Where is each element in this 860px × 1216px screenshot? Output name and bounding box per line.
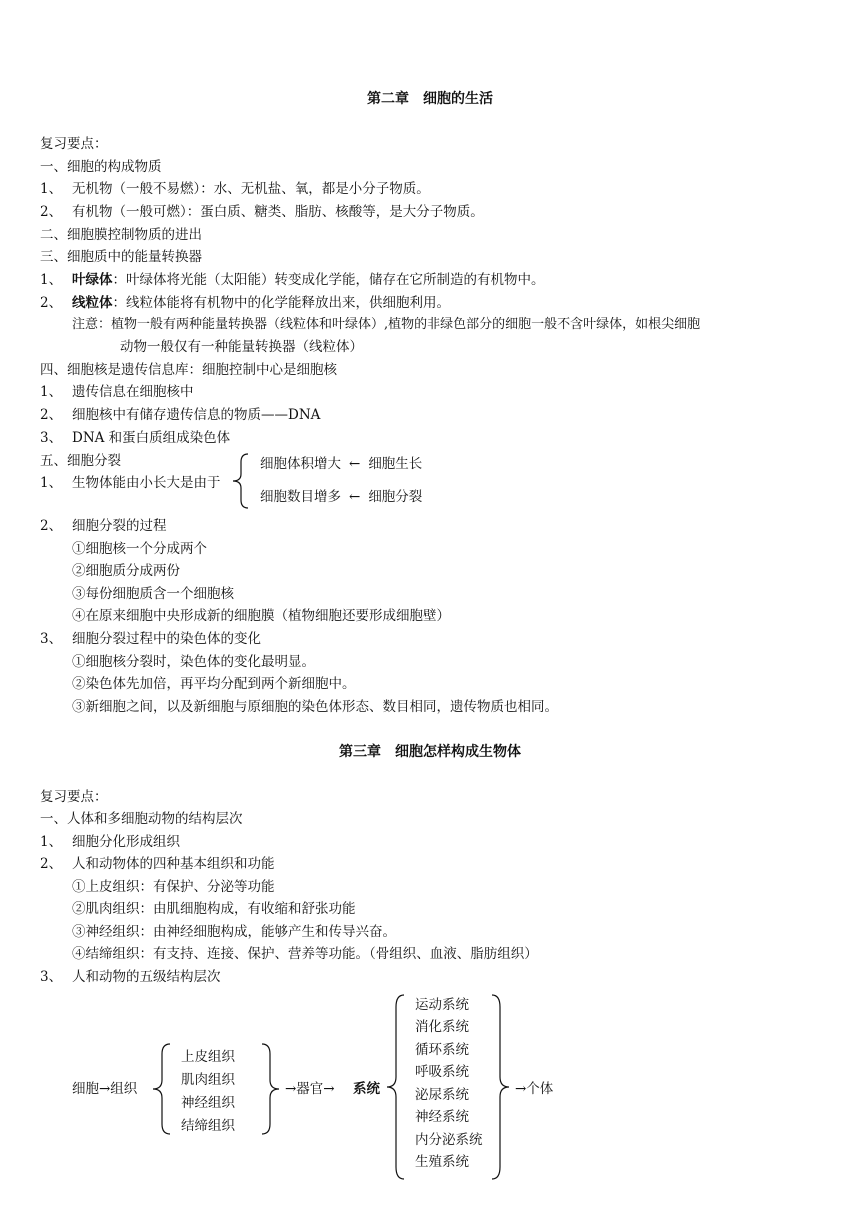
tissue-item: ④结缔组织：有支持、连接、保护、营养等功能。（骨组织、血液、脂肪组织） (72, 946, 538, 962)
tissue-item: ③神经组织：由神经细胞构成，能够产生和传导兴奋。 (72, 924, 396, 940)
step-item: ②染色体先加倍，再平均分配到两个新细胞中。 (72, 676, 356, 692)
list-item: 3、 人和动物的五级结构层次 (40, 969, 221, 985)
right-brace-icon (488, 993, 512, 1181)
system-name: 泌尿系统 (415, 1087, 469, 1103)
right-brace-icon (258, 1042, 282, 1136)
diagram-end: →个体 (515, 1081, 554, 1097)
section-heading: 三、细胞质中的能量转换器 (40, 249, 202, 265)
list-item: 1、 无机物（一般不易燃）：水、无机盐、氧，都是小分子物质。 (40, 181, 430, 197)
step-item: ④在原来细胞中央形成新的细胞膜（植物细胞还要形成细胞壁） (72, 608, 450, 624)
left-brace-icon (384, 993, 408, 1181)
list-item: 1、 叶绿体：叶绿体将光能（太阳能）转变成化学能，储存在它所制造的有机物中。 (40, 272, 545, 288)
section-heading: 四、细胞核是遗传信息库：细胞控制中心是细胞核 (40, 362, 337, 378)
list-item: 1、 遗传信息在细胞核中 (40, 384, 194, 400)
chapter-3-title: 第三章 细胞怎样构成生物体 (339, 744, 521, 760)
system-name: 消化系统 (415, 1019, 469, 1035)
tissue-name: 上皮组织 (181, 1049, 235, 1065)
list-item: 1、 细胞分化形成组织 (40, 834, 180, 850)
growth-row: 细胞体积增大 ← 细胞生长 (260, 456, 423, 472)
system-name: 内分泌系统 (415, 1132, 483, 1148)
note-text: 动物一般仅有一种能量转换器（线粒体） (120, 339, 363, 355)
list-item: 2、 线粒体：线粒体能将有机物中的化学能释放出来，供细胞利用。 (40, 295, 450, 311)
review-heading: 复习要点： (40, 789, 108, 805)
step-item: ①细胞核一个分成两个 (72, 541, 207, 557)
tissue-name: 结缔组织 (181, 1118, 235, 1134)
system-name: 神经系统 (415, 1109, 469, 1125)
arrow-left-icon: ← (349, 489, 361, 505)
system-name: 循环系统 (415, 1042, 469, 1058)
left-brace-icon (228, 452, 258, 510)
tissue-item: ②肌肉组织：由肌细胞构成，有收缩和舒张功能 (72, 901, 356, 917)
list-item: 2、 细胞分裂的过程 (40, 518, 167, 534)
diagram-system-label: 系统 (353, 1081, 380, 1097)
arrow-left-icon: ← (349, 456, 361, 472)
chapter-2-title: 第二章 细胞的生活 (367, 91, 493, 107)
section-heading: 一、人体和多细胞动物的结构层次 (40, 811, 243, 827)
list-item: 3、 DNA 和蛋白质组成染色体 (40, 430, 231, 446)
system-name: 运动系统 (415, 997, 469, 1013)
diagram-start: 细胞→组织 (72, 1081, 138, 1097)
system-name: 生殖系统 (415, 1154, 469, 1170)
tissue-name: 肌肉组织 (181, 1072, 235, 1088)
section-heading: 二、细胞膜控制物质的进出 (40, 227, 202, 243)
diagram-organ: →器官→ (285, 1081, 335, 1097)
step-item: ②细胞质分成两份 (72, 563, 180, 579)
section-heading: 五、细胞分裂 (40, 453, 121, 469)
list-item: 2、 细胞核中有储存遗传信息的物质——DNA (40, 407, 321, 423)
section-heading: 一、细胞的构成物质 (40, 159, 162, 175)
list-item: 2、 人和动物体的四种基本组织和功能 (40, 856, 275, 872)
step-item: ①细胞核分裂时，染色体的变化最明显。 (72, 654, 315, 670)
left-brace-icon (150, 1042, 174, 1136)
growth-row: 细胞数目增多 ← 细胞分裂 (260, 489, 423, 505)
tissue-name: 神经组织 (181, 1095, 235, 1111)
system-name: 呼吸系统 (415, 1064, 469, 1080)
review-heading: 复习要点： (40, 136, 108, 152)
list-item: 2、 有机物（一般可燃）：蛋白质、糖类、脂肪、核酸等，是大分子物质。 (40, 204, 484, 220)
tissue-item: ①上皮组织：有保护、分泌等功能 (72, 879, 275, 895)
step-item: ③每份细胞质含一个细胞核 (72, 586, 234, 602)
list-item: 1、 生物体能由小长大是由于 (40, 475, 221, 491)
list-item: 3、 细胞分裂过程中的染色体的变化 (40, 631, 261, 647)
step-item: ③新细胞之间，以及新细胞与原细胞的染色体形态、数目相同，遗传物质也相同。 (72, 699, 558, 715)
note-text: 注意：植物一般有两种能量转换器（线粒体和叶绿体）,植物的非绿色部分的细胞一般不含叶绿体，如根尖细胞 (72, 317, 701, 332)
